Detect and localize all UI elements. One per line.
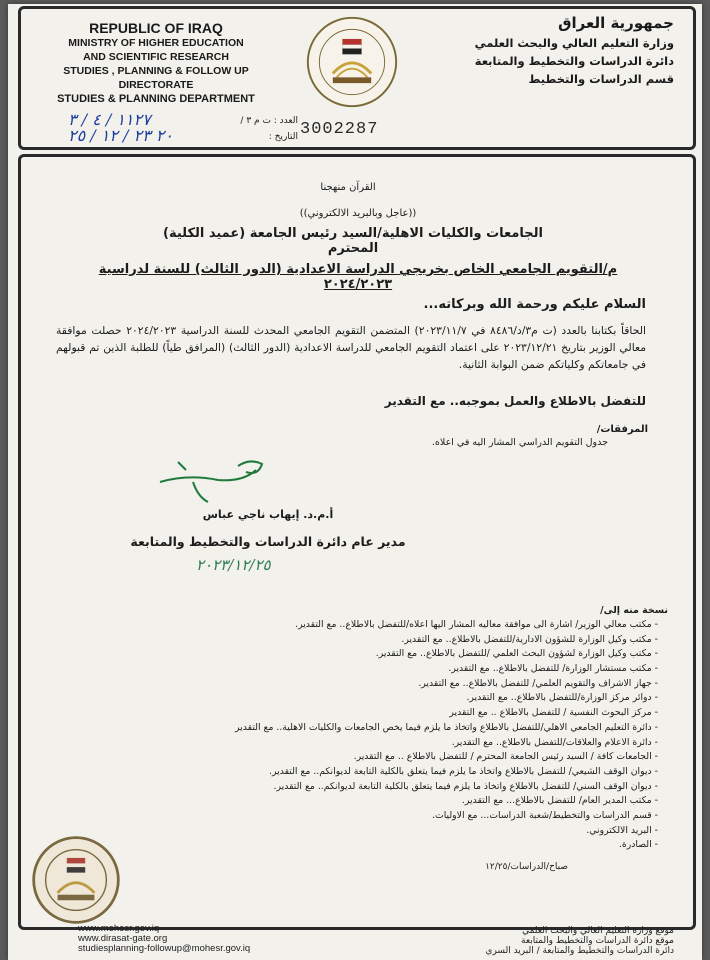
list-item: - البريد الالكتروني. xyxy=(158,824,658,839)
typist-reference: صباح/الدراسات/١٢/٢٥ xyxy=(485,862,568,872)
ministry-seal-icon xyxy=(30,834,122,926)
ar-directorate: دائرة الدراسات والتخطيط والمتابعة xyxy=(474,54,674,68)
list-item: - مكتب وكيل الوزارة لشؤون البحث العلمي /للتفضل بالاطلاع.. مع التقدير. xyxy=(158,647,658,662)
letter-page xyxy=(8,4,702,960)
en-country: REPUBLIC OF IRAQ xyxy=(89,20,223,36)
signer-name: أ.م.د. إيهاب ناجي عباس xyxy=(202,508,334,521)
list-item: - مكتب معالي الوزير/ اشارة الى موافقة معاليه المشار اليها اعلاه/للتفضل بالاطلاع.. مع التقدير. xyxy=(158,618,658,633)
list-item: - الصادرة. xyxy=(158,838,658,853)
signature-icon xyxy=(138,452,288,512)
list-item: - دوائر مركز الوزارة/للتفضل بالاطلاع.. مع التقدير. xyxy=(158,691,658,706)
motto: القرآن منهجنا xyxy=(320,182,376,193)
list-item: - مكتب المدير العام/ للتفضل بالاطلاع... مع التقدير. xyxy=(158,794,658,809)
ar-ministry: وزارة التعليم العالي والبحث العلمي xyxy=(474,36,674,50)
list-item: - الجامعات كافة / السيد رئيس الجامعة المحترم / للتفضل بالاطلاع .. مع التقدير. xyxy=(158,750,658,765)
en-department: STUDIES & PLANNING DEPARTMENT xyxy=(57,93,255,105)
ar-country: جمهورية العراق xyxy=(558,14,674,32)
list-item: - مكتب وكيل الوزارة للشؤون الادارية/للتفضل بالاطلاع.. مع التقدير. xyxy=(158,633,658,648)
handwritten-number: ١١٢٧ / ٤ / ٣ xyxy=(68,110,151,129)
list-item: - مركز البحوث النفسية / للتفضل بالاطلاع .. مع التقدير xyxy=(158,706,658,721)
copies-list xyxy=(158,618,658,853)
list-item: - ديوان الوقف الشيعي/ للتفضل بالاطلاع واتخاذ ما يلزم فيما يتعلق بالكلية التابعة لديوانكم.. مع التقدير. xyxy=(158,765,658,780)
footer-links xyxy=(78,924,250,954)
en-directorate: STUDIES , PLANNING & FOLLOW UP DIRECTORATE xyxy=(63,65,249,91)
list-item: - دائرة التعليم الجامعي الاهلي/للتفضل بالاطلاع واتخاذ ما يلزم فيما يخص الجامعات والكليات الاهلية.. مع التقدير xyxy=(158,721,658,736)
list-item: - دائرة الاعلام والعلاقات/للتفضل بالاطلاع.. مع التقدير. xyxy=(158,736,658,751)
body-paragraph: الحاقاً بكتابنا بالعدد (ت م٣/د/٨٤٨٦ في ٢٠٢٣/١١/٧) المتضمن التقويم الجامعي المحدث للسنة الدراسية ٢٠٢٤/٢٠٢٣ حصلت موافقة معالي الوزير بتاريخ ٢٠٢٣/١٢/٢١ على اعتماد التقويم الجامعي للدراسة الاعدادية (الدور الثالث) (المرافق طياً) للطلبة الذين تم قبولهم في جامعاتكم وكلياتكم ضمن البوابة الثانية. xyxy=(56,324,647,371)
copies-label: نسخة منه إلى/ xyxy=(600,605,668,616)
list-item: - مكتب مستشار الوزارة/ للتفضل بالاطلاع.. مع التقدير. xyxy=(158,662,658,677)
addressee: الجامعات والكليات الاهلية/السيد رئيس الجامعة (عميد الكلية) المحترم xyxy=(163,226,543,256)
ministry-website-link[interactable]: www.mohesr.gov.iq xyxy=(78,923,160,934)
closing-line: للتفضل بالاطلاع والعمل بموجبه.. مع التقدير xyxy=(384,394,646,408)
english-letterhead xyxy=(26,20,286,106)
footer-ar-line: دائرة الدراسات والتخطيط والمتابعة / البريد السري xyxy=(485,946,674,956)
handwritten-date: ٢٠ ٢٣ / ١٢ / ٢٥ xyxy=(68,126,173,145)
en-ministry-2: AND SCIENTIFIC RESEARCH xyxy=(83,51,229,63)
attachments-label: المرفقات/ xyxy=(596,424,648,435)
ar-department: قسم الدراسات والتخطيط xyxy=(528,72,674,86)
footer-ar-line: موقع دائرة الدراسات والتخطيط والمتابعة xyxy=(521,936,674,946)
signer-title: مدير عام دائرة الدراسات والتخطيط والمتابعة xyxy=(130,534,406,549)
handwritten-sign-date: ٢٠٢٣/١٢/٢٥ xyxy=(196,556,271,574)
en-ministry: MINISTRY OF HIGHER EDUCATION xyxy=(68,37,244,49)
urgent-note: ((عاجل وبالبريد الالكتروني)) xyxy=(299,208,417,219)
arabic-letterhead xyxy=(434,14,674,88)
date-label: التاريخ : xyxy=(268,132,298,142)
number-label: العدد : ت م ٣ / xyxy=(240,116,298,126)
ministry-logo-icon xyxy=(304,14,400,110)
list-item: - جهاز الاشراف والتقويم العلمي/ للتفضل بالاطلاع.. مع التقدير. xyxy=(158,677,658,692)
list-item: - ديوان الوقف السني/ للتفضل بالاطلاع واتخاذ ما يلزم فيما يتعلق بالكلية التابعة لديوانكم.. مع التقدير. xyxy=(158,780,658,795)
attachment-item: جدول التقويم الدراسي المشار اليه في اعلاه. xyxy=(431,437,608,448)
greeting: السلام عليكم ورحمة الله وبركاته... xyxy=(423,297,646,312)
directorate-website-link[interactable]: www.dirasat-gate.org xyxy=(78,933,168,944)
serial-number: 3002287 xyxy=(300,120,379,139)
email-link[interactable]: studiesplanning-followup@mohesr.gov.iq xyxy=(78,943,251,954)
footer-arabic xyxy=(454,926,674,956)
reference-block xyxy=(68,110,298,146)
subject-line: م/التقويم الجامعي الخاص بخريجي الدراسة الاعدادية (الدور الثالث) للسنة لدراسية ٢٠٢٤/٢٠٢٣ xyxy=(98,262,618,292)
footer-ar-line: موقع وزارة التعليم العالي والبحث العلمي xyxy=(522,926,674,936)
list-item: - قسم الدراسات والتخطيط/شعبة الدراسات... مع الاوليات. xyxy=(158,809,658,824)
